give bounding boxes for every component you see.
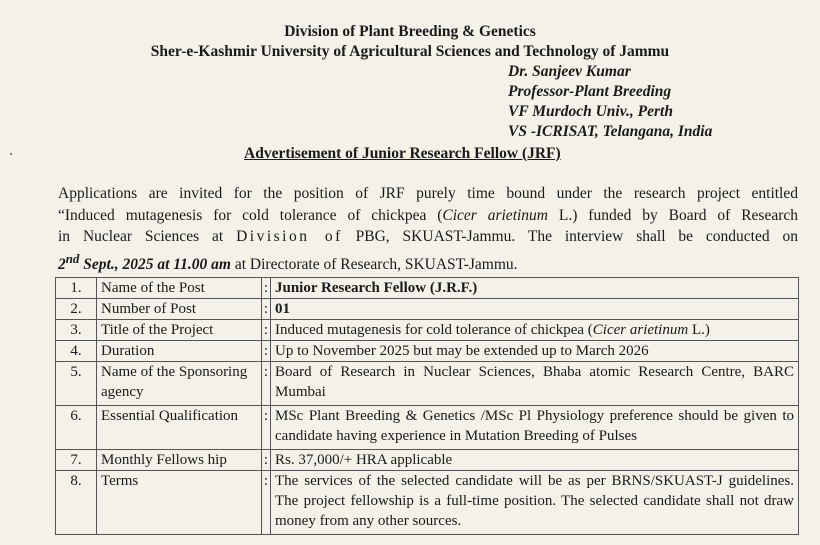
intro-text: in Nuclear Sciences at <box>58 228 237 245</box>
intro-line-2 <box>58 205 798 227</box>
intro-text: PBG, SKUAST-Jammu. The interview shall be conducted on <box>342 228 798 245</box>
signatory-designation: Professor-Plant Breeding <box>508 83 672 100</box>
interview-date: 2 <box>58 255 66 273</box>
row-colon: : <box>262 278 271 299</box>
table-row <box>56 362 799 406</box>
row-number: 5. <box>56 362 97 406</box>
row-colon: : <box>262 362 271 406</box>
row-value: MSc Plant Breeding & Genetics /MSc Pl Physiology preference should be given to candidate having experience in Mutation Breeding of Pulses <box>271 406 799 450</box>
date-suffix: nd <box>65 250 80 266</box>
row-label: Essential Qualification <box>97 406 262 450</box>
signatory-affiliation-1: VF Murdoch Univ., Perth <box>508 103 673 120</box>
intro-paragraph <box>58 183 798 275</box>
row-colon: : <box>262 471 271 535</box>
table-row <box>56 278 799 299</box>
scientific-name: Cicer arietinum <box>442 206 548 224</box>
intro-line-1: Applications are invited for the position of JRF purely time bound under the research project entitled <box>58 185 798 202</box>
table-row <box>56 341 799 362</box>
row-value: Board of Research in Nuclear Sciences, Bhaba atomic Research Centre, BARC Mumbai <box>271 362 799 406</box>
row-label: Monthly Fellows hip <box>97 450 262 471</box>
row-number: 3. <box>56 320 97 341</box>
value-text: L.) <box>688 322 710 338</box>
row-colon: : <box>262 341 271 362</box>
table-row <box>56 406 799 450</box>
row-number: 6. <box>56 406 97 450</box>
row-label: Name of the Sponsoring agency <box>97 362 262 406</box>
table-row <box>56 450 799 471</box>
intro-text: at Directorate of Research, SKUAST-Jammu. <box>230 255 518 273</box>
scientific-name: Cicer arietinum <box>592 322 689 338</box>
details-table <box>55 277 799 535</box>
university-heading: Sher-e-Kashmir University of Agricultural Sciences and Technology of Jammu <box>150 43 670 60</box>
row-number: 4. <box>56 341 97 362</box>
row-value: Junior Research Fellow (J.R.F.) <box>271 278 799 299</box>
intro-line-3 <box>58 226 798 248</box>
value-text: Induced mutagenesis for cold tolerance of chickpea ( <box>275 322 593 338</box>
row-colon: : <box>262 299 271 320</box>
row-number: 2. <box>56 299 97 320</box>
speck <box>10 153 12 155</box>
intro-text-spaced: Division of <box>236 228 343 245</box>
table-row <box>56 471 799 535</box>
row-value: Up to November 2025 but may be extended up to March 2026 <box>271 341 799 362</box>
division-heading: Division of Plant Breeding & Genetics <box>284 23 536 40</box>
table-row <box>56 320 799 341</box>
intro-text: “Induced mutagenesis for cold tolerance of chickpea ( <box>58 206 443 224</box>
row-value <box>271 320 799 341</box>
row-number: 7. <box>56 450 97 471</box>
intro-text: L.) funded by Board of Research <box>548 206 799 224</box>
row-label: Name of the Post <box>97 278 262 299</box>
interview-time: Sept., 2025 at 11.00 am <box>79 255 231 273</box>
row-value: 01 <box>271 299 799 320</box>
intro-line-4 <box>58 248 798 276</box>
row-label: Number of Post <box>97 299 262 320</box>
row-label: Duration <box>97 341 262 362</box>
row-label: Title of the Project <box>97 320 262 341</box>
row-value: The services of the selected candidate will be as per BRNS/SKUAST-J guidelines. The project fellowship is a full-time position. The selected candidate shall not draw money from any other sources. <box>271 471 799 535</box>
row-label: Terms <box>97 471 262 535</box>
row-colon: : <box>262 406 271 450</box>
signatory-name: Dr. Sanjeev Kumar <box>508 63 631 80</box>
row-value: Rs. 37,000/+ HRA applicable <box>271 450 799 471</box>
row-colon: : <box>262 450 271 471</box>
table-row <box>56 299 799 320</box>
row-number: 1. <box>56 278 97 299</box>
row-colon: : <box>262 320 271 341</box>
advertisement-title: Advertisement of Junior Research Fellow (JRF) <box>244 145 561 162</box>
row-number: 8. <box>56 471 97 535</box>
signatory-affiliation-2: VS -ICRISAT, Telangana, India <box>508 123 713 140</box>
